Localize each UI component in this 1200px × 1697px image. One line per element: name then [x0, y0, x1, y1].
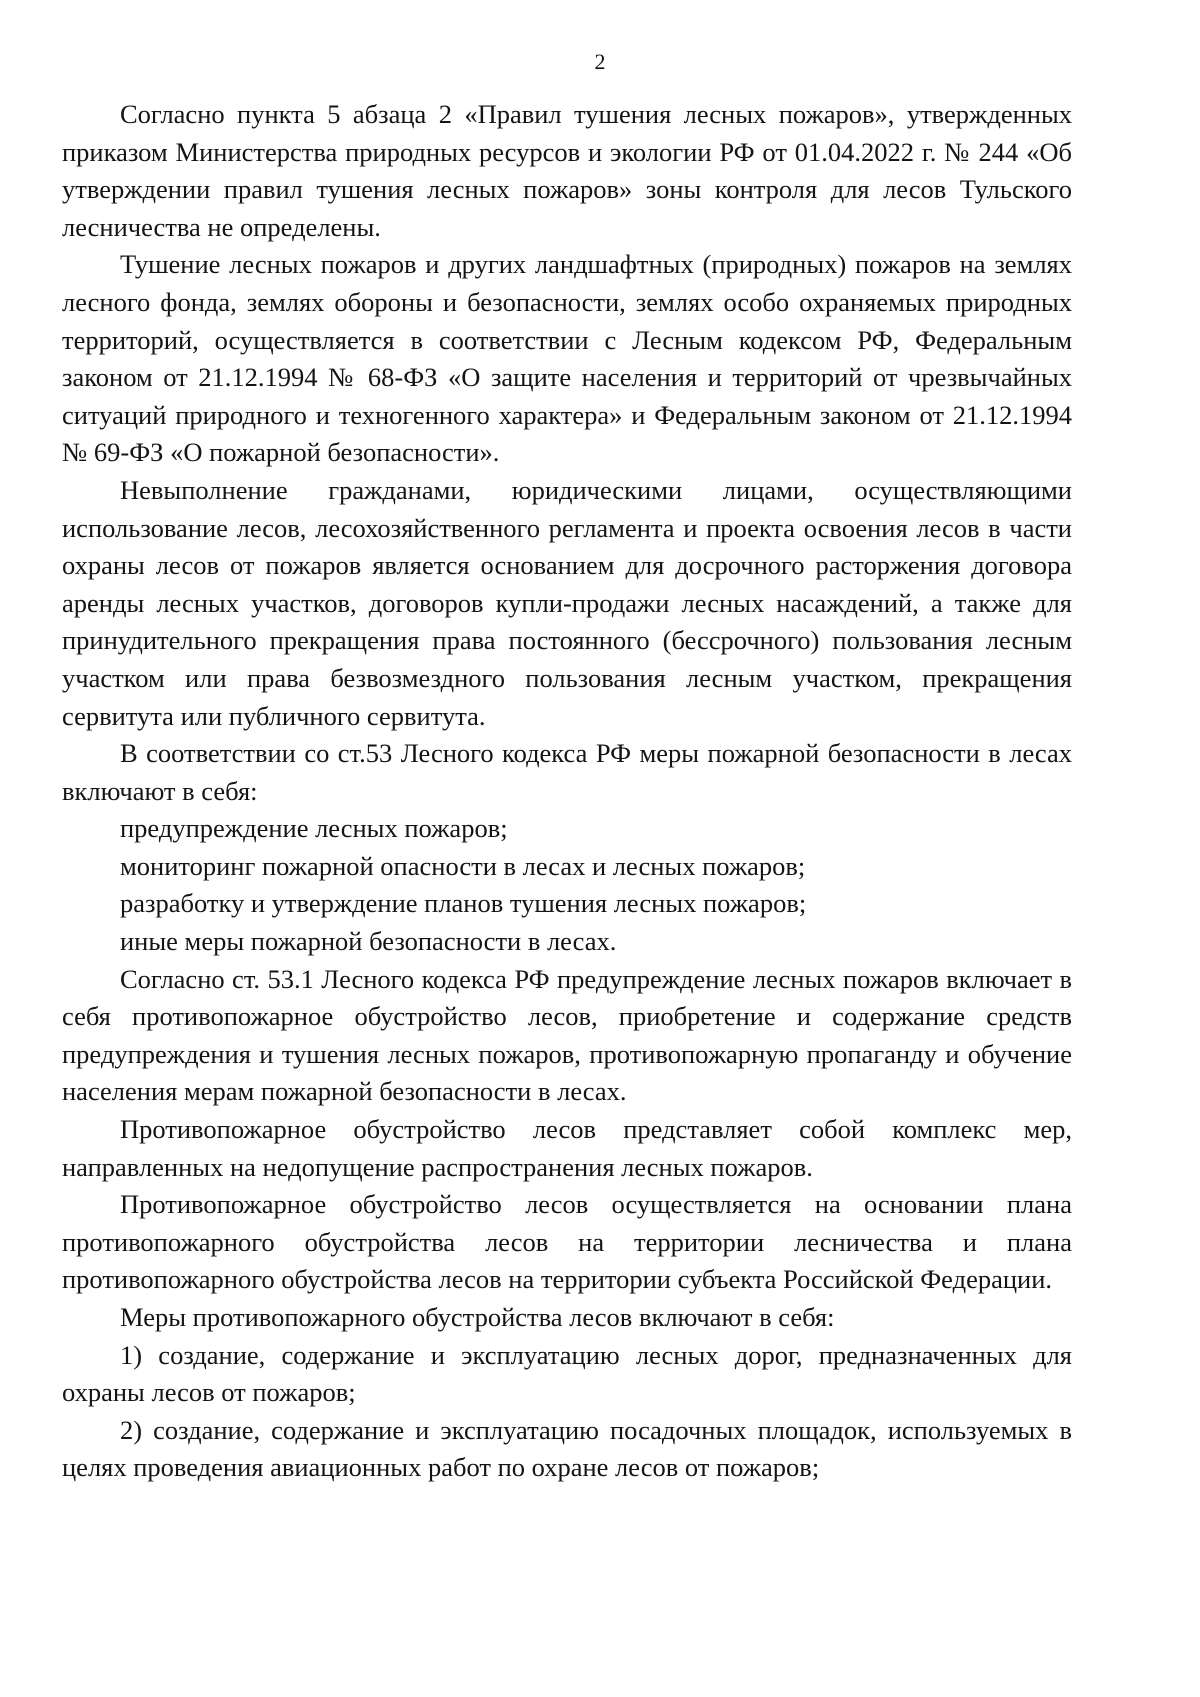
paragraph-fire-safety-measures-intro: В соответствии со ст.53 Лесного кодекса РФ меры пожарной безопасности в лесах включают в себя: [62, 738, 1072, 806]
paragraph-fire-extinguishing-law: Тушение лесных пожаров и других ландшафтных (природных) пожаров на землях лесного фонда, землях обороны и безопасности, землях особо охраняемых природных территорий, осуществляется в соответствии с Лесным кодексом РФ, Федеральным законом от 21.12.1994 № 68-ФЗ «О защите населения и территорий от чрезвычайных ситуаций природного и техногенного характера» и Федеральным законом от 21.12.1994 № 69-ФЗ «О пожарной безопасности». [62, 249, 1072, 468]
paragraph-non-compliance: Невыполнение гражданами, юридическими лицами, осуществляющими использование лесов, лесохозяйственного регламента и проекта освоения лесов в части охраны лесов от пожаров является основанием для досрочного расторжения договора аренды лесных участков, договоров купли-продажи лесных насаждений, а также для принудительного прекращения права постоянного (бессрочного) пользования лесным участком или права безвозмездного пользования лесным участком, прекращения сервитута или публичного сервитута. [62, 474, 1072, 731]
list-item-landing-sites: 2) создание, содержание и эксплуатацию посадочных площадок, используемых в целях проведения авиационных работ по охране лесов от пожаров; [62, 1414, 1072, 1483]
paragraph-fire-arrangement-plan: Противопожарное обустройство лесов осуществляется на основании плана противопожарного обустройства лесов на территории лесничества и плана противопожарного обустройства лесов на территории субъекта Российской Федерации. [62, 1189, 1072, 1295]
paragraph-prevention-article: Согласно ст. 53.1 Лесного кодекса РФ предупреждение лесных пожаров включает в себя противопожарное обустройство лесов, приобретение и содержание средств предупреждения и тушения лесных пожаров, противопожарную пропаганду и обучение населения мерам пожарной безопасности в лесах. [62, 963, 1072, 1107]
paragraph-fire-arrangement-definition: Противопожарное обустройство лесов представляет собой комплекс мер, направленных на недопущение распространения лесных пожаров. [62, 1114, 1072, 1182]
list-item-other-measures: иные меры пожарной безопасности в лесах. [120, 926, 617, 957]
document-body [62, 96, 1072, 1487]
paragraph-measures-intro: Меры противопожарного обустройства лесов включают в себя: [120, 1302, 835, 1332]
list-item-monitoring: мониторинг пожарной опасности в лесах и лесных пожаров; [120, 850, 806, 881]
page-number: 2 [594, 49, 606, 74]
list-item-planning: разработку и утверждение планов тушения лесных пожаров; [120, 888, 807, 919]
paragraph-zones-of-control: Согласно пункта 5 абзаца 2 «Правил тушения лесных пожаров», утвержденных приказом Министерства природных ресурсов и экологии РФ от 01.04.2022 г. № 244 «Об утверждении правил тушения лесных пожаров» зоны контроля для лесов Тульского лесничества не определены. [62, 99, 1072, 242]
list-item-prevention: предупреждение лесных пожаров; [120, 813, 508, 844]
list-item-roads: 1) создание, содержание и эксплуатацию лесных дорог, предназначенных для охраны лесов от пожаров; [62, 1339, 1072, 1408]
